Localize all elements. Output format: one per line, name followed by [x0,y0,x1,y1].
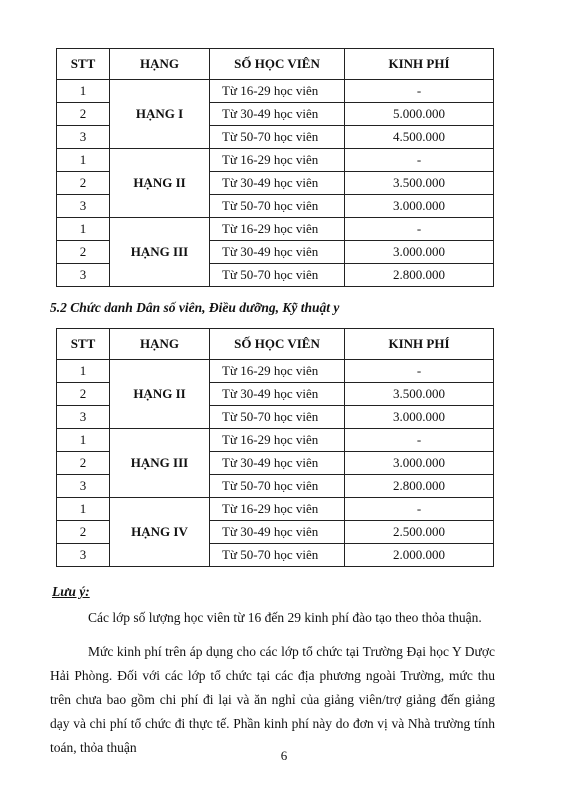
rank-cell: HẠNG III [110,429,210,498]
students-cell: Từ 16-29 học viên [210,360,345,383]
students-cell: Từ 30-49 học viên [210,241,345,264]
students-cell: Từ 30-49 học viên [210,383,345,406]
fee-cell: - [345,360,494,383]
table-row [57,218,494,241]
students-cell: Từ 50-70 học viên [210,126,345,149]
header-rank: HẠNG [110,49,210,80]
header-stt: STT [57,329,110,360]
fee-cell: 2.000.000 [345,544,494,567]
stt-cell: 2 [57,452,110,475]
students-cell: Từ 50-70 học viên [210,406,345,429]
rank-cell: HẠNG IV [110,498,210,567]
fee-table-1 [56,48,494,287]
students-cell: Từ 16-29 học viên [210,218,345,241]
stt-cell: 1 [57,498,110,521]
fee-cell: 4.500.000 [345,126,494,149]
table-row [57,360,494,383]
students-cell: Từ 16-29 học viên [210,149,345,172]
fee-cell: 5.000.000 [345,103,494,126]
students-cell: Từ 50-70 học viên [210,544,345,567]
stt-cell: 1 [57,429,110,452]
fee-cell: 2.500.000 [345,521,494,544]
rank-cell: HẠNG II [110,360,210,429]
stt-cell: 2 [57,241,110,264]
rank-cell: HẠNG I [110,80,210,149]
fee-cell: 3.000.000 [345,452,494,475]
stt-cell: 2 [57,521,110,544]
fee-cell: 3.000.000 [345,241,494,264]
students-cell: Từ 30-49 học viên [210,452,345,475]
students-cell: Từ 50-70 học viên [210,195,345,218]
fee-cell: 2.800.000 [345,475,494,498]
students-cell: Từ 30-49 học viên [210,521,345,544]
stt-cell: 3 [57,264,110,287]
header-fee: KINH PHÍ [345,49,494,80]
page-number: 6 [280,748,288,763]
fee-table-2 [56,328,494,567]
stt-cell: 1 [57,360,110,383]
fee-cell: - [345,429,494,452]
stt-cell: 3 [57,126,110,149]
fee-cell: 2.800.000 [345,264,494,287]
stt-cell: 3 [57,544,110,567]
rank-cell: HẠNG II [110,149,210,218]
header-stt: STT [57,49,110,80]
stt-cell: 2 [57,103,110,126]
header-fee: KINH PHÍ [345,329,494,360]
students-cell: Từ 30-49 học viên [210,172,345,195]
table-row [57,429,494,452]
fee-cell: - [345,218,494,241]
table-row [57,80,494,103]
stt-cell: 1 [57,149,110,172]
stt-cell: 3 [57,195,110,218]
stt-cell: 1 [57,218,110,241]
students-cell: Từ 16-29 học viên [210,498,345,521]
note-paragraph-1: Các lớp số lượng học viên từ 16 đến 29 kinh phí đào tạo theo thỏa thuận. [88,610,482,625]
header-rank: HẠNG [110,329,210,360]
note-title: Lưu ý: [52,584,90,599]
students-cell: Từ 50-70 học viên [210,264,345,287]
stt-cell: 2 [57,172,110,195]
rank-cell: HẠNG III [110,218,210,287]
table-row [57,498,494,521]
table-row [57,149,494,172]
fee-cell: 3.500.000 [345,172,494,195]
stt-cell: 2 [57,383,110,406]
table-header [57,49,494,80]
section-title: 5.2 Chức danh Dân số viên, Điều dưỡng, Kỹ thuật y [50,300,340,315]
students-cell: Từ 16-29 học viên [210,429,345,452]
note-paragraph-2: Mức kinh phí trên áp dụng cho các lớp tổ chức tại Trường Đại học Y Dược Hải Phòng. Đối với các lớp tổ chức tại các địa phương ngoài Trường, mức thu trên chưa bao gồm chi phí đi lại và ăn nghỉ của giảng viên/trợ giảng đến giảng dạy và chi phí tổ chức đi thực tế. Phần kinh phí này do đơn vị và Nhà trường tính toán, thỏa thuận [50,644,495,755]
fee-cell: - [345,149,494,172]
students-cell: Từ 30-49 học viên [210,103,345,126]
students-cell: Từ 16-29 học viên [210,80,345,103]
fee-cell: 3.500.000 [345,383,494,406]
fee-cell: - [345,80,494,103]
fee-cell: 3.000.000 [345,406,494,429]
stt-cell: 1 [57,80,110,103]
header-students: SỐ HỌC VIÊN [210,49,345,80]
fee-cell: - [345,498,494,521]
fee-cell: 3.000.000 [345,195,494,218]
header-students: SỐ HỌC VIÊN [210,329,345,360]
students-cell: Từ 50-70 học viên [210,475,345,498]
stt-cell: 3 [57,406,110,429]
table-header [57,329,494,360]
stt-cell: 3 [57,475,110,498]
